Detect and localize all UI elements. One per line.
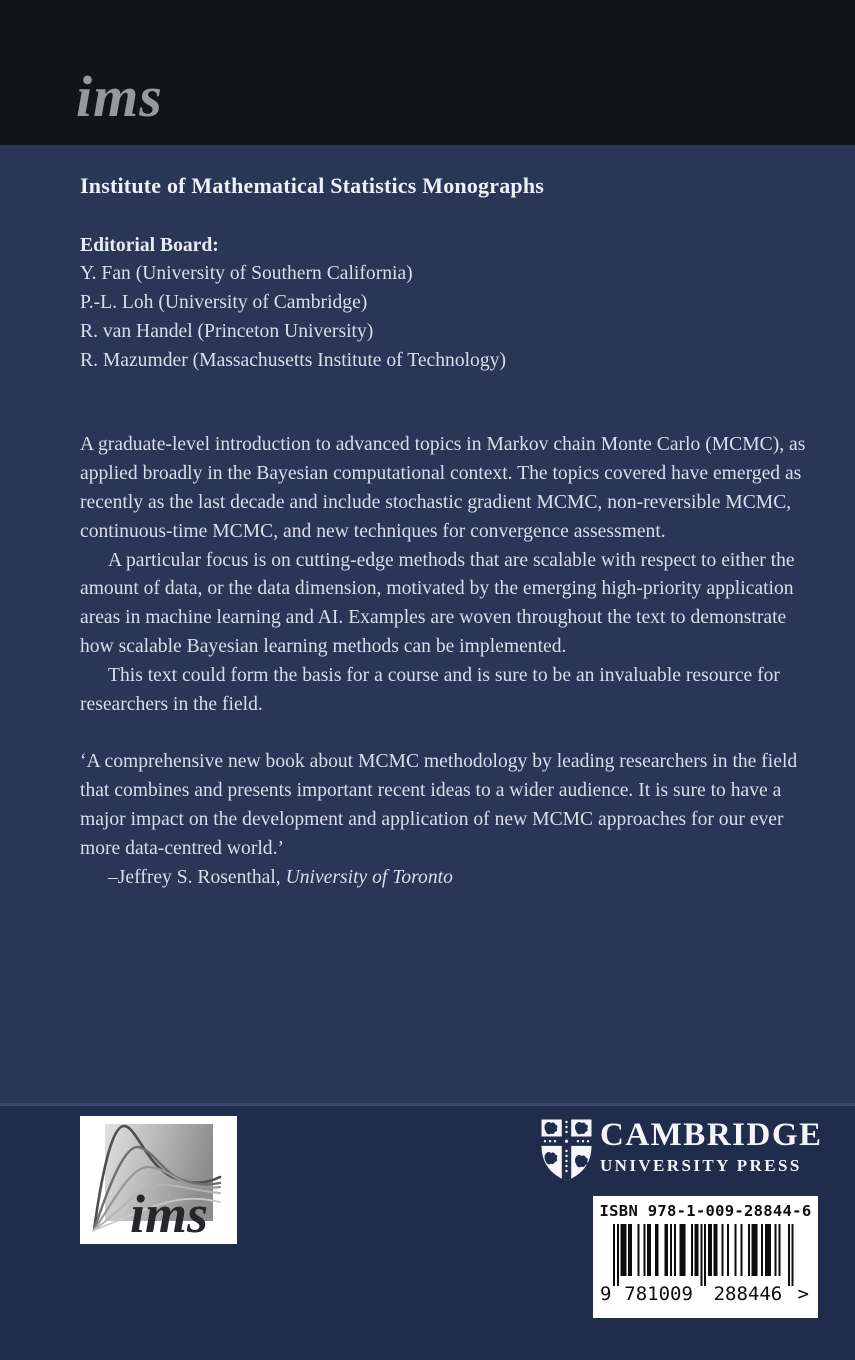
editorial-board-member: R. van Handel (Princeton University) — [80, 320, 374, 342]
ims-density-curves-logo — [80, 1116, 237, 1244]
svg-text:781009: 781009 — [623, 1282, 693, 1304]
attribution-name: –Jeffrey S. Rosenthal, — [108, 866, 286, 888]
description-paragraph: This text could form the basis for a course and is sure to be an invaluable resource for researchers in the field. — [80, 664, 780, 715]
ims-wordmark-icon: ims — [76, 64, 163, 129]
ean-barcode — [599, 1222, 813, 1304]
publisher-lockup — [540, 1118, 823, 1182]
editorial-board-section — [80, 232, 814, 376]
svg-text:9: 9 — [599, 1282, 611, 1304]
cover-body — [80, 145, 814, 892]
ims-logo-text: ims — [130, 1184, 209, 1244]
svg-text:288446: 288446 — [713, 1282, 782, 1304]
cambridge-crest-icon — [540, 1118, 593, 1182]
publisher-name-line2: UNIVERSITY PRESS — [600, 1156, 802, 1175]
ims-logo-box — [80, 1116, 237, 1244]
editorial-board-member: P.-L. Loh (University of Cambridge) — [80, 292, 368, 314]
top-black-bar — [0, 0, 855, 145]
review-attribution — [80, 864, 814, 893]
description-section — [80, 431, 814, 719]
attribution-affiliation: University of Toronto — [285, 866, 453, 888]
description-paragraph: A graduate-level introduction to advanced topics in Markov chain Monte Carlo (MCMC), as applied broadly in the Bayesian computational context. The topics covered have emerged as recently as the last decade and include stochastic gradient MCMC, non-reversible MCMC, continuous-time MCMC, and new techniques for convergence assessment. — [80, 434, 806, 542]
editorial-board-member: R. Mazumder (Massachusetts Institute of Technology) — [80, 349, 506, 371]
barcode-box — [593, 1196, 818, 1318]
footer-band — [0, 1103, 855, 1360]
editorial-board-label: Editorial Board: — [80, 234, 219, 256]
isbn-label: ISBN 978-1-009-28844-6 — [599, 1202, 812, 1220]
editorial-board-member: Y. Fan (University of Southern California) — [80, 263, 413, 285]
series-title: Institute of Mathematical Statistics Monographs — [80, 173, 545, 198]
review-section — [80, 748, 814, 892]
review-quote: ‘A comprehensive new book about MCMC methodology by leading researchers in the field that combines and presents important recent ideas to a wider audience. It is sure to have a major impact on the development and application of new MCMC approaches for our ever more data-centred world.’ — [80, 751, 798, 859]
svg-text:>: > — [797, 1282, 809, 1304]
publisher-wordmark — [600, 1118, 823, 1174]
description-paragraph: A particular focus is on cutting-edge methods that are scalable with respect to either the amount of data, or the data dimension, motivated by the emerging high-priority application areas in machine learning and AI. Examples are woven throughout the text to demonstrate how scalable Bayesian learning methods can be implemented. — [80, 549, 795, 658]
publisher-name-line1: CAMBRIDGE — [600, 1117, 823, 1153]
